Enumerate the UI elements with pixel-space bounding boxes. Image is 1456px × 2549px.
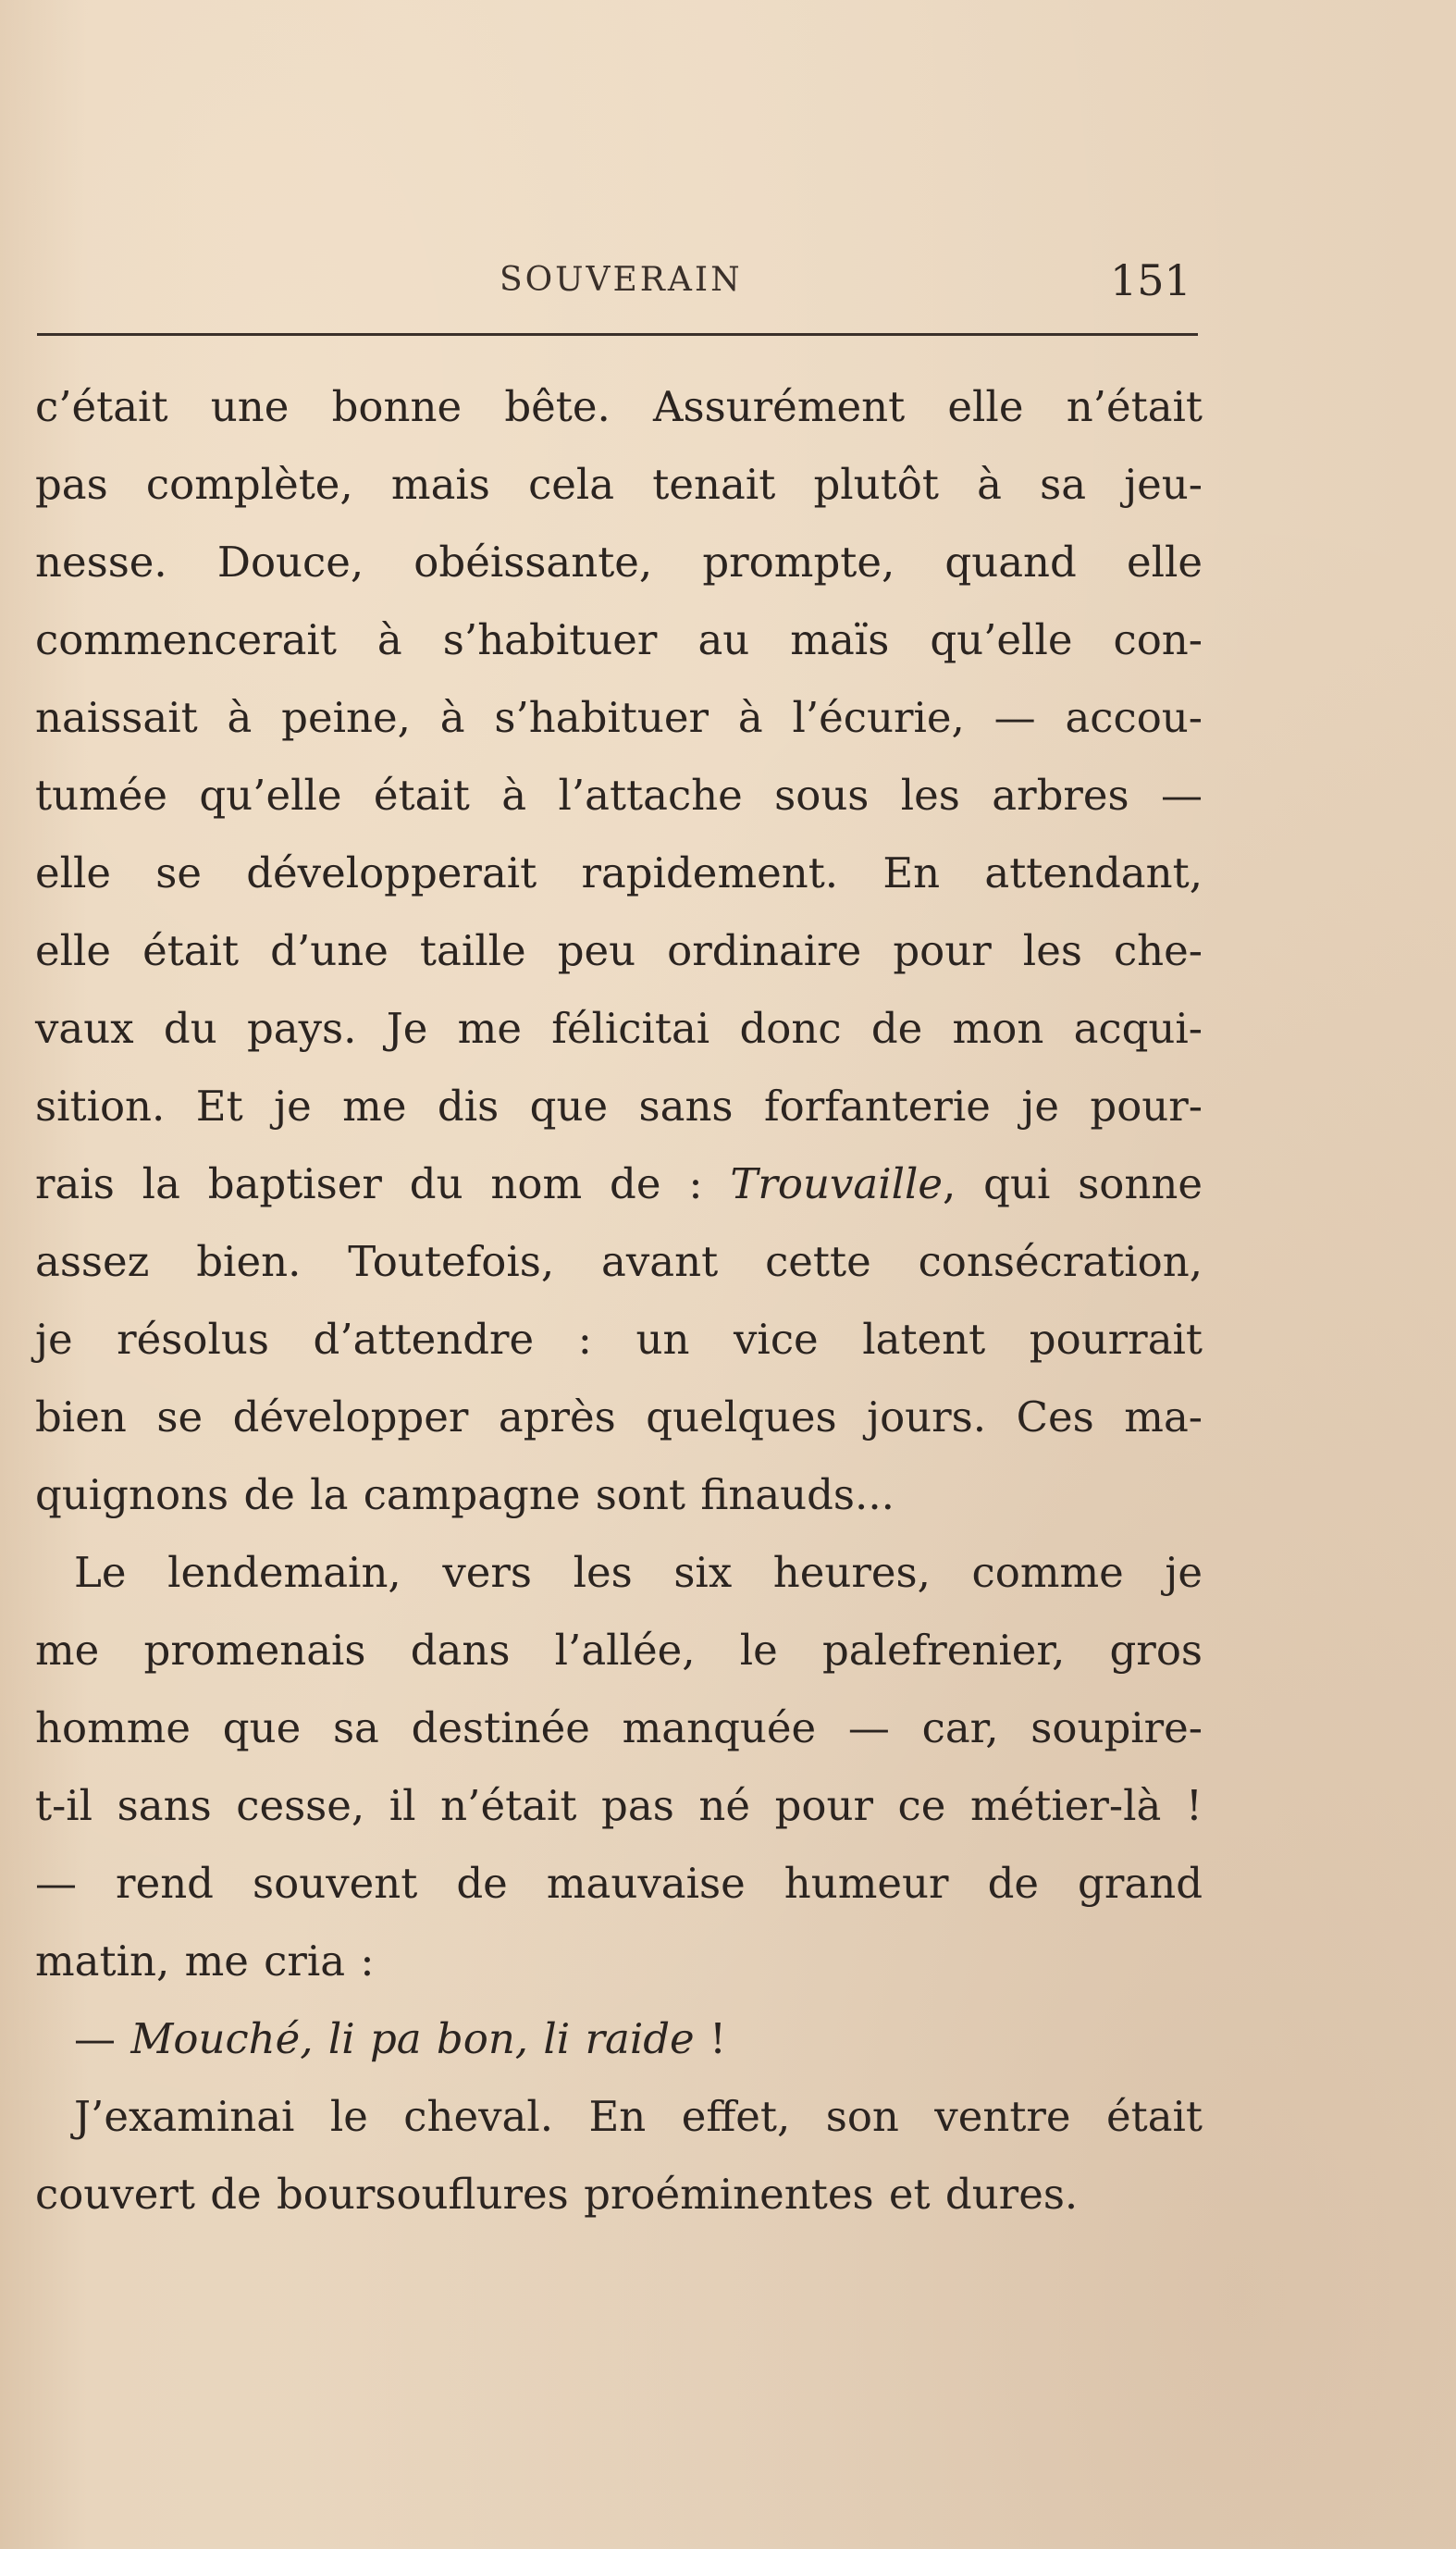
text-line: tumée qu’elle était à l’attache sous les arbres — <box>35 771 1203 820</box>
text-line: quignons de la campagne sont finauds... <box>35 1470 895 1519</box>
running-title: SOUVERAIN <box>500 261 743 299</box>
text-segment: rais la baptiser du nom de : <box>35 1159 731 1208</box>
text-line: vaux du pays. Je me félicitai donc de mon acqui- <box>35 1004 1203 1053</box>
header-rule <box>37 333 1198 336</box>
text-line: matin, me cria : <box>35 1936 375 1986</box>
text-line: Le lendemain, vers les six heures, comme je <box>74 1548 1203 1597</box>
text-segment: — <box>74 2014 131 2063</box>
text-line: naissait à peine, à s’habituer à l’écurie, — accou- <box>35 693 1203 742</box>
text-line: t-il sans cesse, il n’était pas né pour ce métier-là ! <box>35 1781 1203 1830</box>
text-line: elle se développerait rapidement. En attendant, <box>35 848 1203 897</box>
text-line: me promenais dans l’allée, le palefrenier, gros <box>35 1626 1203 1675</box>
text-line: c’était une bonne bête. Assurément elle n’était <box>35 382 1203 431</box>
text-line: nesse. Douce, obéissante, prompte, quand elle <box>35 538 1203 587</box>
text-line: elle était d’une taille peu ordinaire pour les che- <box>35 926 1203 975</box>
text-segment: , qui sonne <box>943 1159 1203 1208</box>
running-head <box>0 255 1456 307</box>
text-line: bien se développer après quelques jours. Ces ma- <box>35 1392 1203 1442</box>
text-line: commencerait à s’habituer au maïs qu’elle con- <box>35 615 1203 664</box>
text-line: couvert de boursouflures proéminentes et dures. <box>35 2170 1079 2219</box>
dialogue-line <box>35 2000 1203 2078</box>
text-line: assez bien. Toutefois, avant cette consécration, <box>35 1237 1203 1286</box>
text-line: homme que sa destinée manquée — car, soupire- <box>35 1703 1203 1752</box>
italic-title: Trouvaille <box>730 1159 944 1208</box>
text-line: pas complète, mais cela tenait plutôt à sa jeu- <box>35 460 1203 509</box>
italic-dialogue: Mouché, li pa bon, li raide <box>130 2014 695 2063</box>
page-number: 151 <box>1110 255 1191 305</box>
text-line-mixed <box>35 1145 1203 1223</box>
text-line: J’examinai le cheval. En effet, son ventre était <box>74 2092 1203 2141</box>
text-line: sition. Et je me dis que sans forfanterie je pour- <box>35 1082 1203 1131</box>
text-segment: ! <box>694 2014 727 2063</box>
text-line: — rend souvent de mauvaise humeur de grand <box>35 1859 1203 1908</box>
text-line: je résolus d’attendre : un vice latent pourrait <box>35 1315 1203 1364</box>
body-text <box>35 368 1203 2233</box>
